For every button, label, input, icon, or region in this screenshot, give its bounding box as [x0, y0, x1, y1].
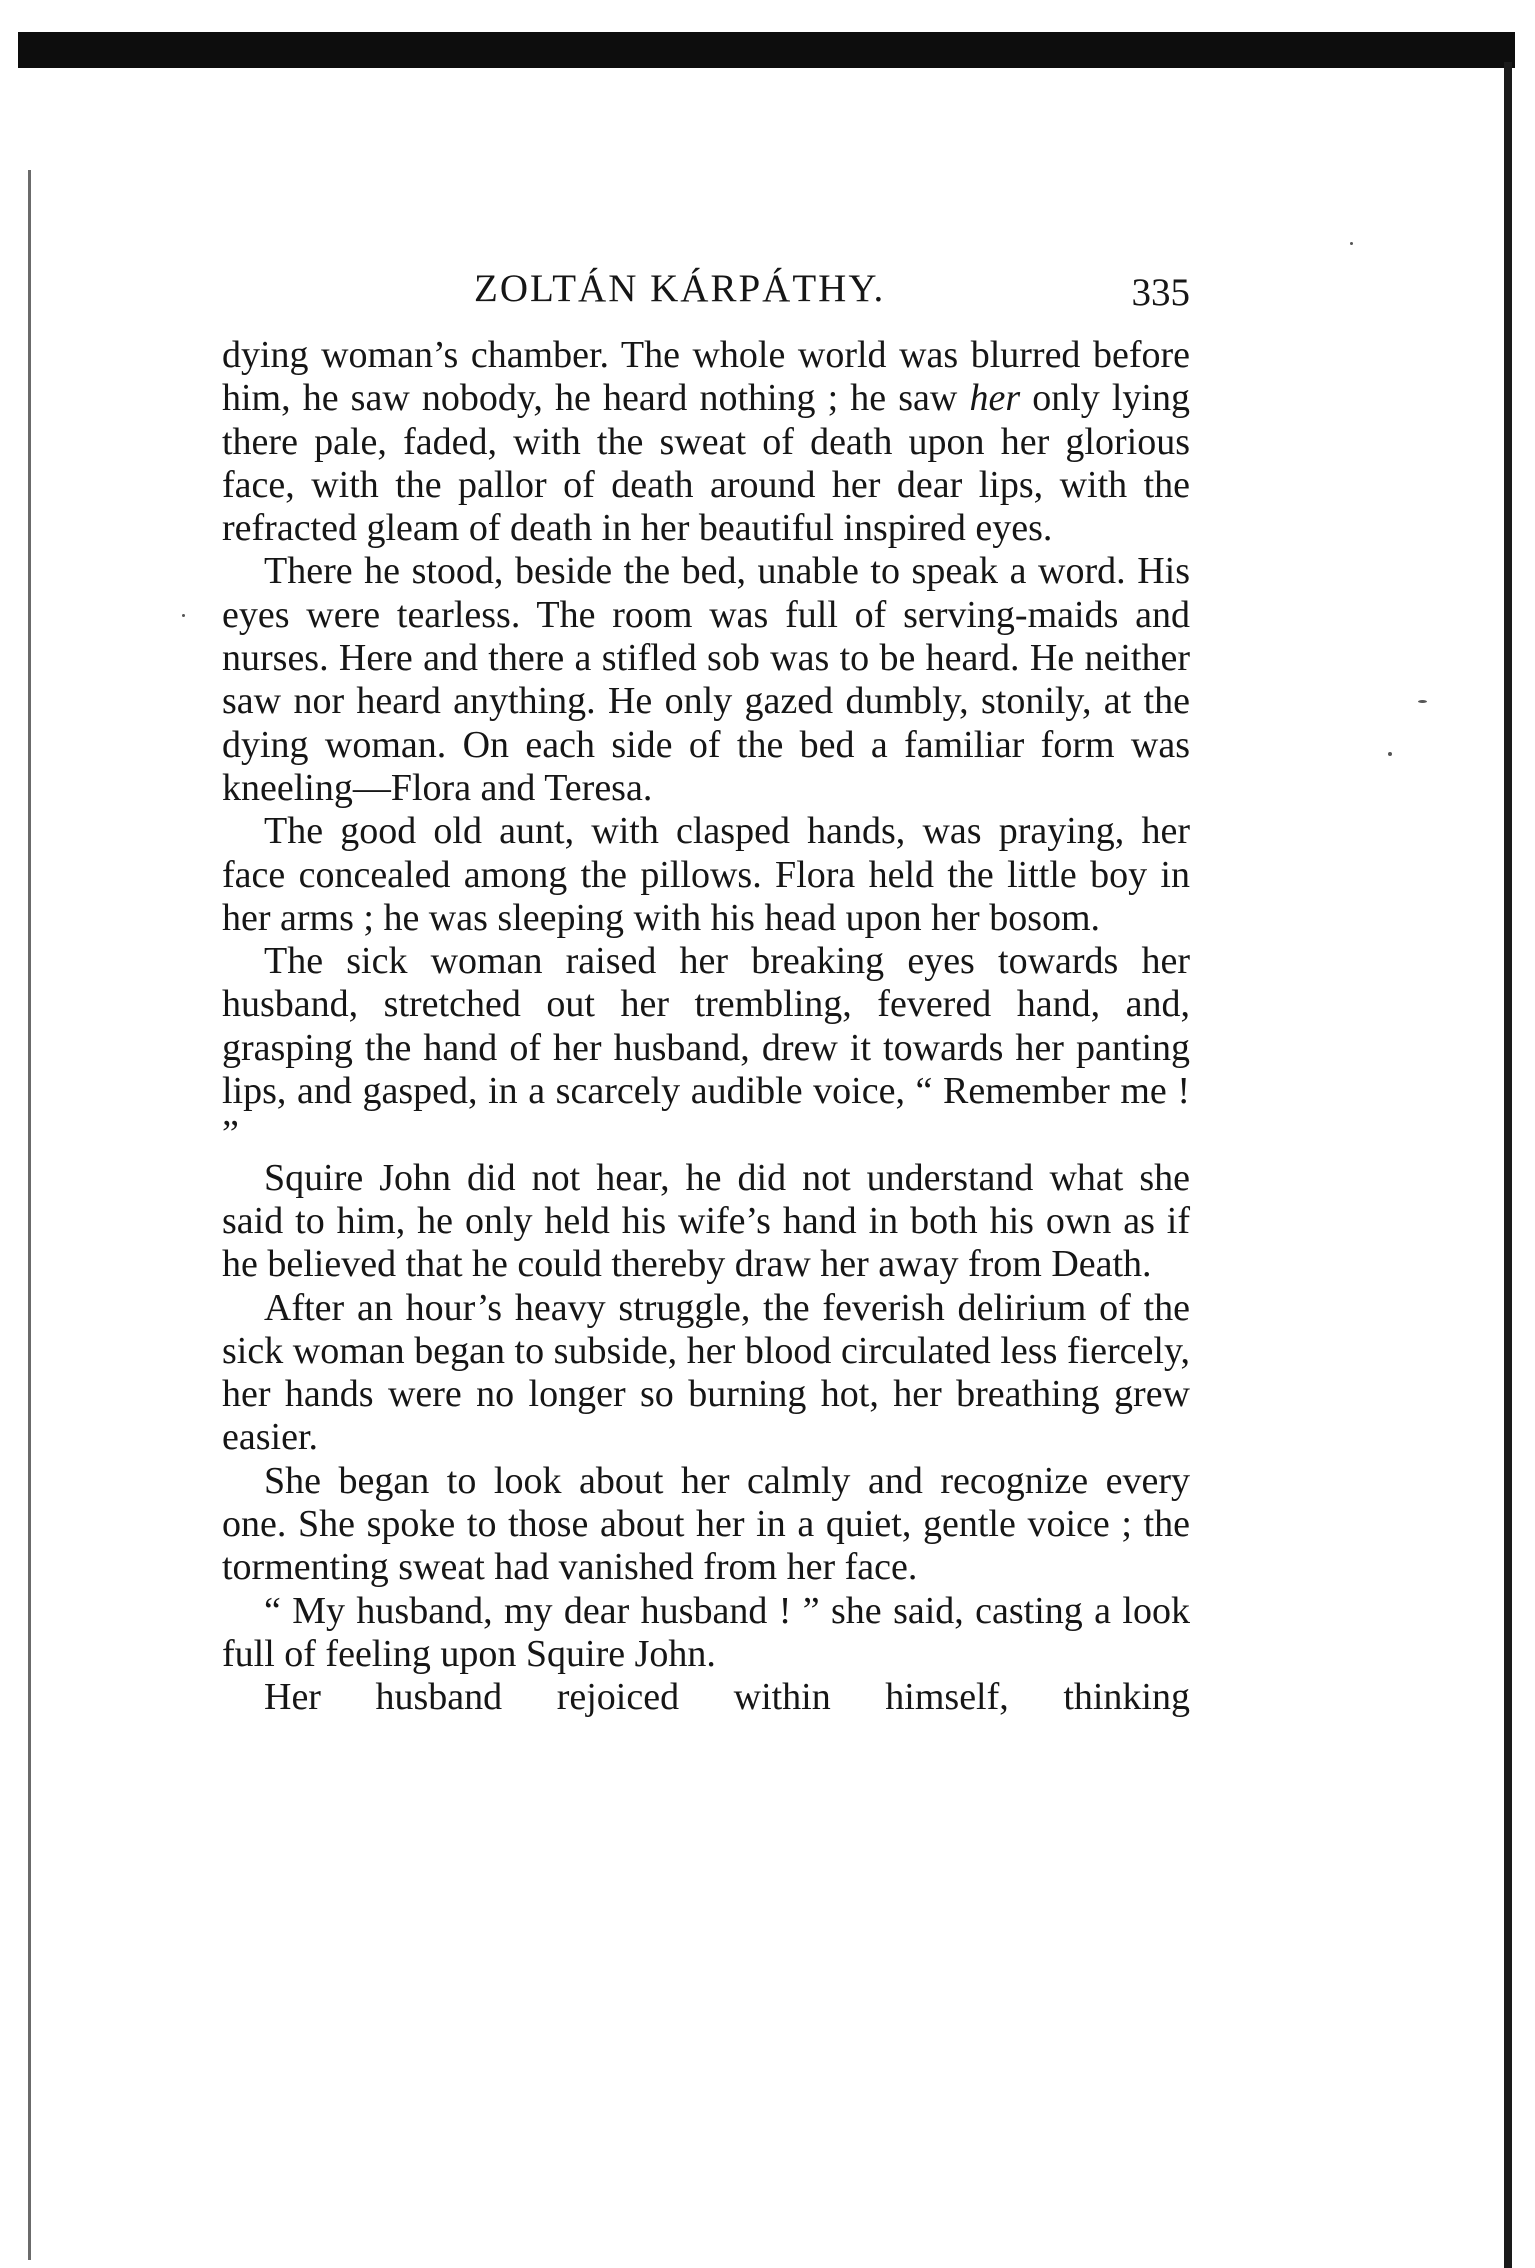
- page-header: [222, 262, 1190, 320]
- paragraph: “ My husband, my dear husband ! ” she said, casting a look full of feeling upon Squire John.: [222, 1589, 1190, 1675]
- paragraph-text: dying woman’s chamber. The whole world was blurred before him, he saw nobody, he heard nothing ; he saw: [222, 334, 1190, 420]
- scan-binding-shadow: [28, 170, 31, 2260]
- paragraph-text: only lying there pale, faded, with the sweat of death upon her glorious face, with the pallor of death around her dear lips, with the refracted gleam of death in her beautiful inspired eyes.: [222, 377, 1190, 550]
- paragraph: [222, 334, 1190, 550]
- scan-speck: [1388, 752, 1392, 756]
- scan-right-edge: [1504, 62, 1512, 2268]
- paragraph: Squire John did not hear, he did not understand what she said to him, he only held his wife’s hand in both his own as if he believed that he could thereby draw her away from Death.: [222, 1156, 1190, 1286]
- scan-speck: [1418, 700, 1427, 703]
- paragraph: Her husband rejoiced within himself, thinking: [264, 1676, 1190, 1719]
- running-title: ZOLTÁN KÁRPÁTHY.: [474, 267, 886, 310]
- paragraph: She began to look about her calmly and recognize every one. She spoke to those about her in a quiet, gentle voice ; the tormenting sweat had vanished from her face.: [222, 1459, 1190, 1589]
- paragraph: The good old aunt, with clasped hands, was praying, her face concealed among the pillows. Flora held the little boy in her arms ; he was sleeping with his head upon her bosom.: [222, 810, 1190, 939]
- body-text: [222, 334, 1190, 1720]
- paragraph: The sick woman raised her breaking eyes towards her husband, stretched out her trembling, fevered hand, and, grasping the hand of her husband, drew it towards her panting lips, and gasped, in a scarcely audible voice, “ Remember me ! ”: [222, 940, 1190, 1156]
- paragraph: There he stood, beside the bed, unable to speak a word. His eyes were tearless. The room was full of serving-maids and nurses. Here and there a stifled sob was to be heard. He neither saw nor heard anything. He only gazed dumbly, stonily, at the dying woman. On each side of the bed a familiar form was kneeling—Flora and Teresa.: [222, 550, 1190, 809]
- scan-top-border: [18, 32, 1515, 68]
- scan-speck: [1350, 242, 1353, 245]
- page-number: 335: [1131, 271, 1190, 314]
- paragraph: After an hour’s heavy struggle, the feverish delirium of the sick woman began to subside, her blood circulated less fiercely, her hands were no longer so burning hot, her breathing grew easier.: [222, 1286, 1190, 1459]
- emphasis-text: her: [969, 377, 1021, 420]
- scan-speck: [182, 614, 185, 617]
